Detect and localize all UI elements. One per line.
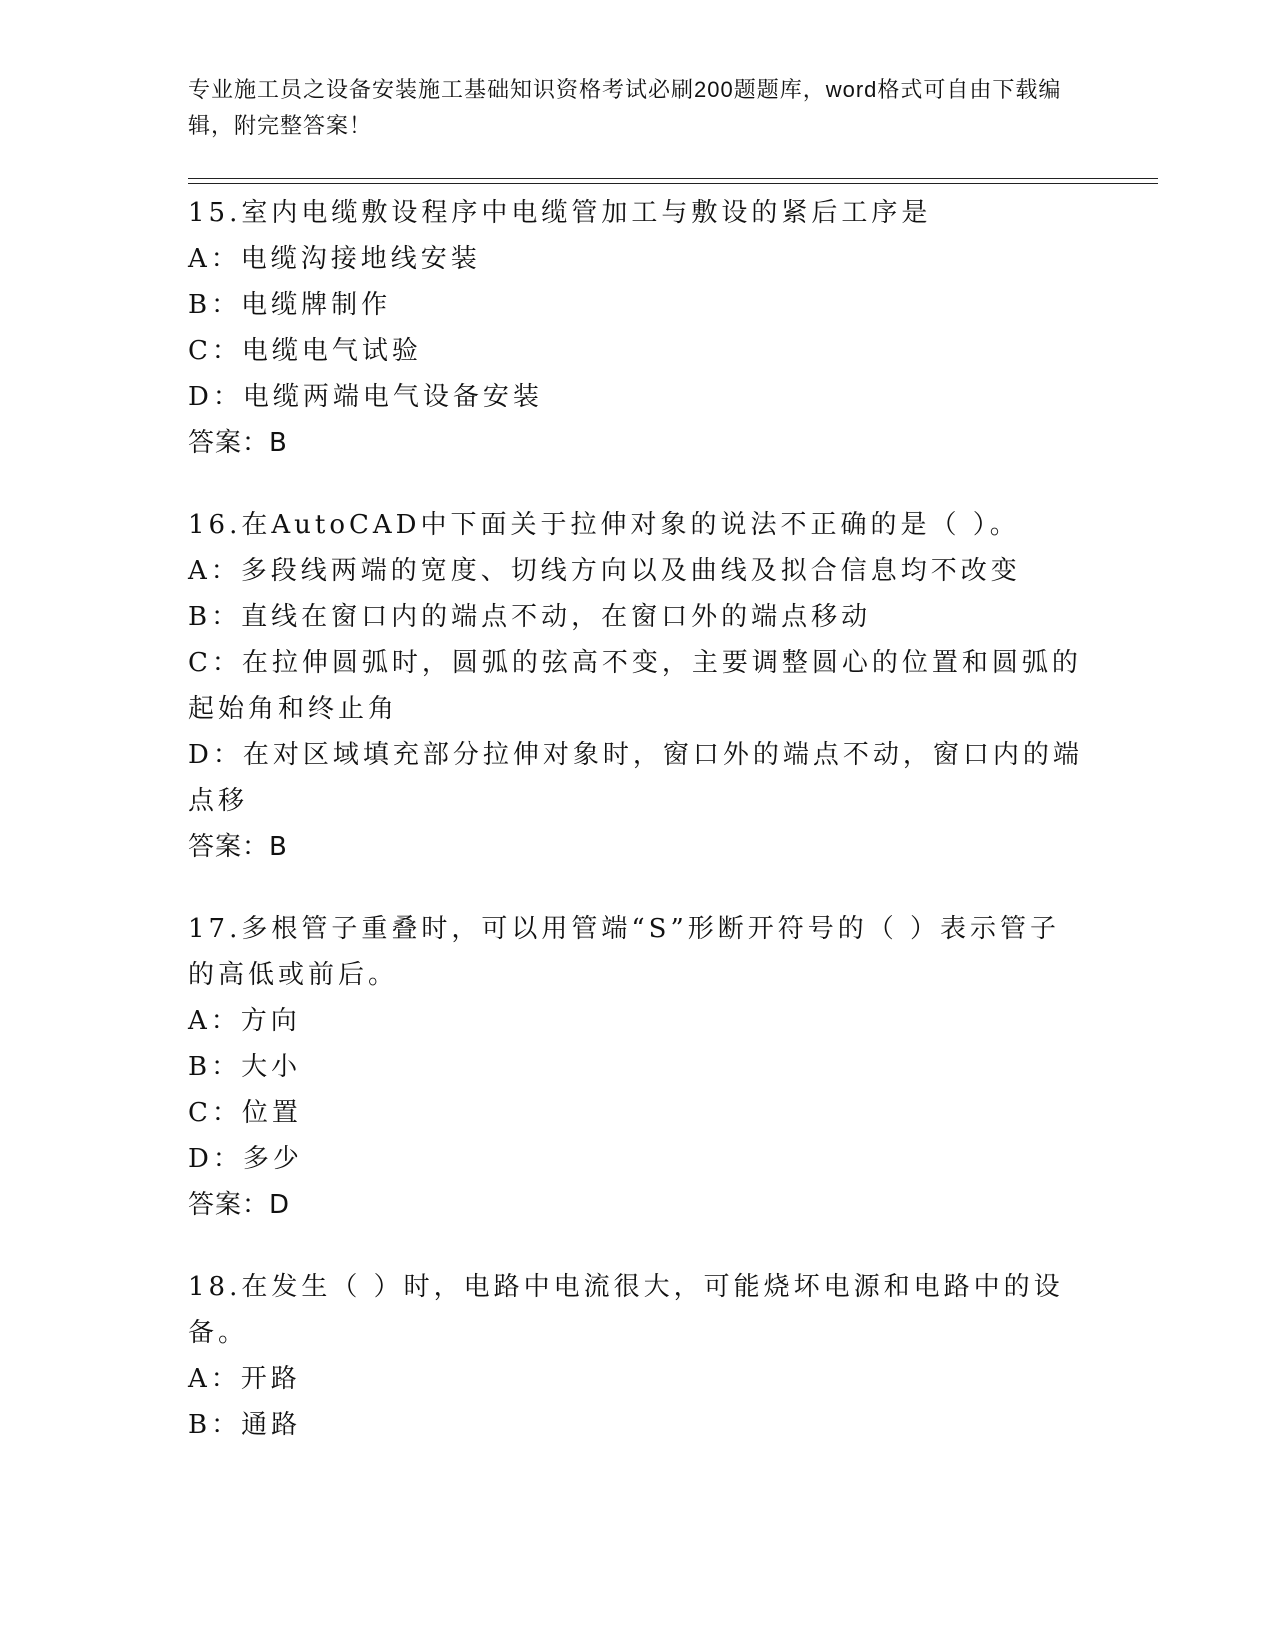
option-d: D：在对区域填充部分拉伸对象时，窗口外的端点不动，窗口内的端点移 bbox=[188, 740, 1083, 816]
option-a: A：电缆沟接地线安装 bbox=[188, 244, 481, 274]
answer-line: 答案：D bbox=[188, 1190, 291, 1220]
question-17 bbox=[188, 906, 1088, 1228]
answer-line: 答案：B bbox=[188, 832, 288, 862]
document-header: 专业施工员之设备安装施工基础知识资格考试必刷200题题库，word格式可自由下载编辑，附完整答案！ bbox=[188, 77, 1062, 138]
option-c: C：电缆电气试验 bbox=[188, 336, 422, 366]
option-d: D：多少 bbox=[188, 1144, 303, 1174]
question-list bbox=[188, 190, 1088, 1484]
option-a: A：方向 bbox=[188, 1006, 301, 1036]
option-d: D：电缆两端电气设备安装 bbox=[188, 382, 543, 412]
option-b: B：直线在窗口内的端点不动，在窗口外的端点移动 bbox=[188, 602, 872, 632]
question-18 bbox=[188, 1264, 1088, 1448]
option-c: C：在拉伸圆弧时，圆弧的弦高不变，主要调整圆心的位置和圆弧的起始角和终止角 bbox=[188, 648, 1082, 724]
question-15 bbox=[188, 190, 1088, 466]
option-c: C：位置 bbox=[188, 1098, 302, 1128]
option-b: B：通路 bbox=[188, 1410, 302, 1440]
question-stem: 16.在AutoCAD中下面关于拉伸对象的说法不正确的是（ ）。 bbox=[188, 510, 1020, 540]
question-stem: 18.在发生（ ）时，电路中电流很大，可能烧坏电源和电路中的设备。 bbox=[188, 1272, 1064, 1348]
question-16 bbox=[188, 502, 1088, 870]
answer-line: 答案：B bbox=[188, 428, 288, 458]
question-stem: 15.室内电缆敷设程序中电缆管加工与敷设的紧后工序是 bbox=[188, 198, 932, 228]
option-a: A：多段线两端的宽度、切线方向以及曲线及拟合信息均不改变 bbox=[188, 556, 1021, 586]
option-a: A：开路 bbox=[188, 1364, 301, 1394]
header-rule-bottom bbox=[188, 183, 1158, 184]
option-b: B：大小 bbox=[188, 1052, 302, 1082]
option-b: B：电缆牌制作 bbox=[188, 290, 392, 320]
question-stem: 17.多根管子重叠时，可以用管端“S”形断开符号的（ ）表示管子的高低或前后。 bbox=[188, 914, 1061, 990]
header-rule-top bbox=[188, 178, 1158, 179]
